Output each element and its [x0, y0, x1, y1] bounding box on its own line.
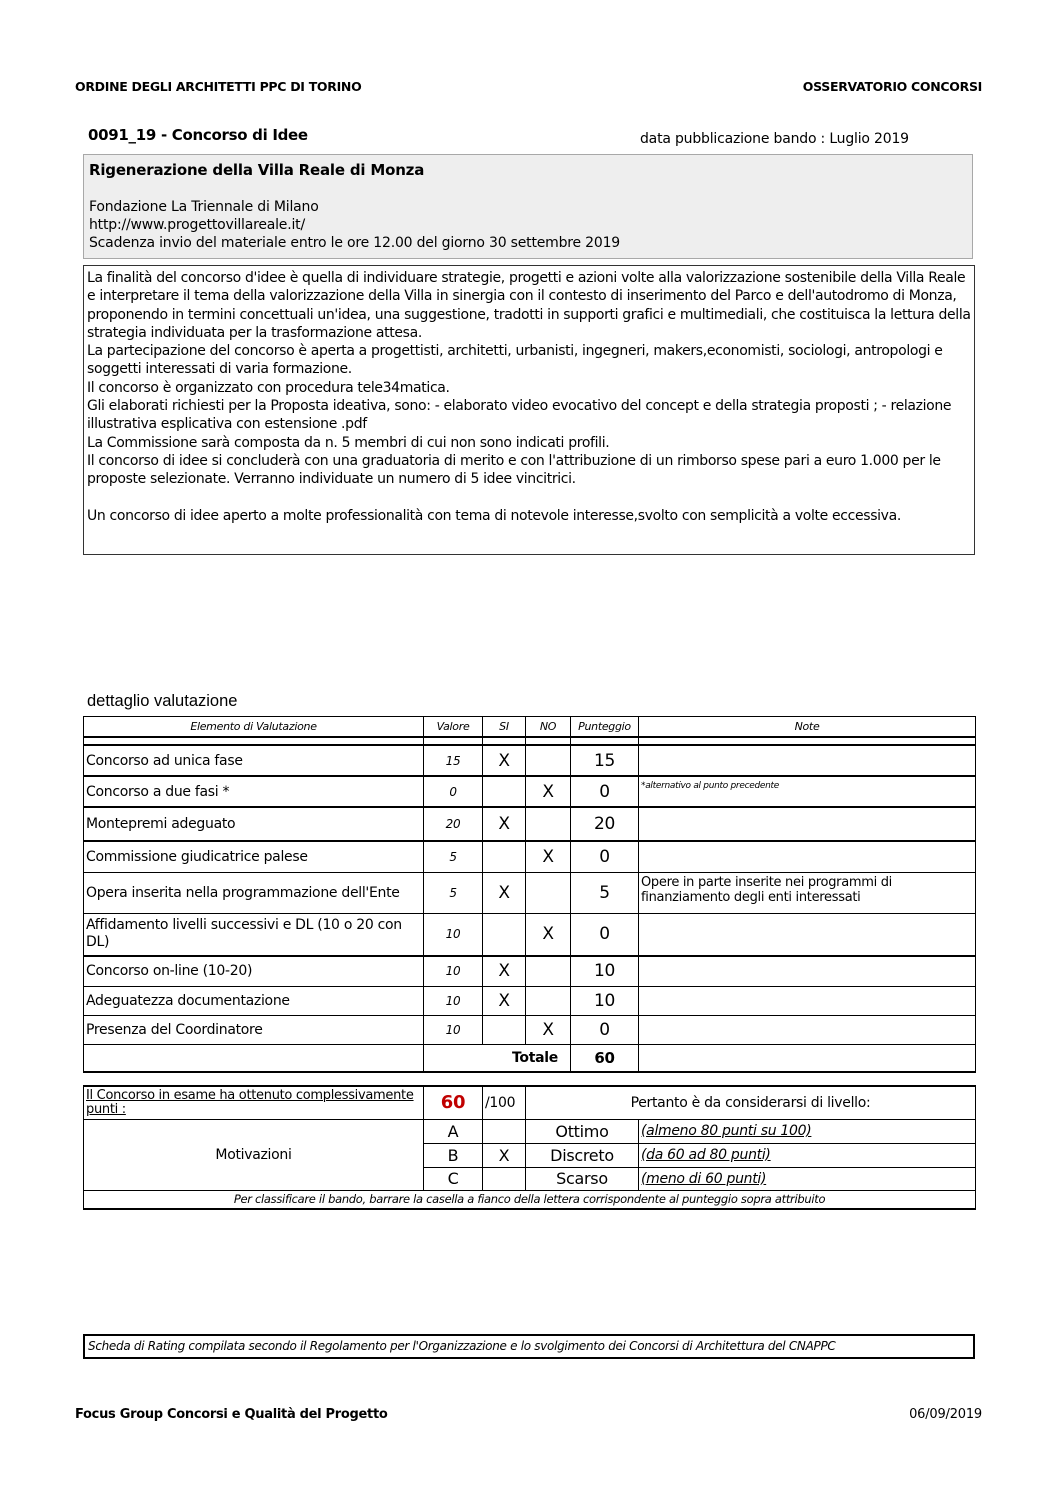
row-value: 10 [424, 913, 483, 956]
row-element: Commissione giudicatrice palese [84, 841, 424, 872]
row-si-mark[interactable]: X [483, 807, 526, 841]
row-score: 10 [571, 986, 639, 1015]
row-note [639, 913, 976, 956]
row-note [639, 841, 976, 872]
row-value: 5 [424, 841, 483, 872]
table-row [84, 986, 976, 1015]
rating-note: Scheda di Rating compilata secondo il Regolamento per l'Organizzazione e lo svolgimento dei Concorsi di Architettura del CNAPPC [83, 1334, 975, 1359]
total-label: Totale [424, 1044, 571, 1072]
row-no-mark[interactable] [526, 986, 571, 1015]
competition-url[interactable]: http://www.progettovillareale.it/ [89, 217, 305, 233]
competition-info-box [83, 154, 973, 259]
level-name-c: Scarso [526, 1167, 639, 1190]
table-row [84, 1015, 976, 1044]
level-letter-a: A [424, 1119, 483, 1143]
row-value: 5 [424, 872, 483, 913]
level-name-a: Ottimo [526, 1119, 639, 1143]
row-si-mark[interactable]: X [483, 986, 526, 1015]
total-value: 60 [571, 1044, 639, 1072]
row-note: Opere in parte inserite nei programmi di finanziamento degli enti interessati [639, 872, 976, 913]
row-element: Presenza del Coordinatore [84, 1015, 424, 1044]
row-si-mark[interactable] [483, 841, 526, 872]
level-range-a: (almeno 80 punti su 100) [639, 1119, 976, 1143]
row-note [639, 807, 976, 841]
row-score: 0 [571, 841, 639, 872]
spacer-row [84, 737, 976, 745]
classification-instruction: Per classificare il bando, barrare la casella a fianco della lettera corrispondente al punteggio sopra attribuito [84, 1190, 976, 1209]
description-paragraph: La partecipazione del concorso è aperta a progettisti, architetti, urbanisti, ingegneri, makers,economisti, sociologi, antropologi e soggetti interessati di varia formazione. [87, 343, 943, 378]
row-score: 10 [571, 956, 639, 986]
row-no-mark[interactable]: X [526, 841, 571, 872]
row-score: 20 [571, 807, 639, 841]
table-row [84, 872, 976, 913]
row-no-mark[interactable] [526, 807, 571, 841]
row-value: 15 [424, 745, 483, 776]
row-si-mark[interactable]: X [483, 956, 526, 986]
points-value: 60 [424, 1086, 483, 1119]
header-observatory: OSSERVATORIO CONCORSI [802, 79, 982, 94]
column-header-value: Valore [424, 717, 483, 738]
level-range-b: (da 60 ad 80 punti) [639, 1143, 976, 1167]
table-row [84, 776, 976, 807]
row-note [639, 956, 976, 986]
column-header-note: Note [639, 717, 976, 738]
row-score: 0 [571, 776, 639, 807]
points-out-of: /100 [483, 1086, 526, 1119]
table-row [84, 745, 976, 776]
table-row [84, 913, 976, 956]
row-no-mark[interactable] [526, 956, 571, 986]
publication-date: data pubblicazione bando : Luglio 2019 [640, 131, 909, 147]
row-value: 10 [424, 1015, 483, 1044]
organizer: Fondazione La Triennale di Milano [89, 199, 319, 215]
row-score: 0 [571, 1015, 639, 1044]
row-note: *alternativo al punto precedente [639, 776, 976, 807]
level-range-c: (meno di 60 punti) [639, 1167, 976, 1190]
row-element: Concorso a due fasi * [84, 776, 424, 807]
row-note [639, 986, 976, 1015]
footer-group: Focus Group Concorsi e Qualità del Progetto [75, 1407, 388, 1422]
row-value: 10 [424, 986, 483, 1015]
row-no-mark[interactable]: X [526, 913, 571, 956]
row-element: Adeguatezza documentazione [84, 986, 424, 1015]
row-element: Affidamento livelli successivi e DL (10 o 20 con DL) [84, 913, 424, 956]
motivazioni-label: Motivazioni [84, 1119, 424, 1190]
deadline: Scadenza invio del materiale entro le ore 12.00 del giorno 30 settembre 2019 [89, 235, 621, 251]
row-si-mark[interactable]: X [483, 872, 526, 913]
evaluation-table [83, 716, 976, 1073]
row-value: 10 [424, 956, 483, 986]
level-letter-b: B [424, 1143, 483, 1167]
row-no-mark[interactable]: X [526, 1015, 571, 1044]
level-text: Pertanto è da considerarsi di livello: [526, 1086, 976, 1119]
row-si-mark[interactable] [483, 1015, 526, 1044]
level-letter-c: C [424, 1167, 483, 1190]
level-mark-a[interactable] [483, 1119, 526, 1143]
row-element: Opera inserita nella programmazione dell'Ente [84, 872, 424, 913]
row-value: 0 [424, 776, 483, 807]
summary-table [83, 1085, 976, 1210]
total-row [84, 1044, 976, 1072]
column-header-si: SI [483, 717, 526, 738]
row-element: Montepremi adeguato [84, 807, 424, 841]
description-paragraph: La Commissione sarà composta da n. 5 membri di cui non sono indicati profili. [87, 434, 610, 451]
level-name-b: Discreto [526, 1143, 639, 1167]
header-organization: ORDINE DEGLI ARCHITETTI PPC DI TORINO [75, 79, 362, 94]
description-paragraph: Gli elaborati richiesti per la Proposta ideativa, sono: - elaborato video evocativo del concept e della strategia proposti ; - relazione illustrativa esplicativa con estensione .pdf [87, 398, 952, 433]
row-element: Concorso on-line (10-20) [84, 956, 424, 986]
row-value: 20 [424, 807, 483, 841]
row-note [639, 745, 976, 776]
row-score: 15 [571, 745, 639, 776]
row-si-mark[interactable] [483, 776, 526, 807]
table-row [84, 807, 976, 841]
description-paragraph: Il concorso è organizzato con procedura tele34matica. [87, 379, 450, 396]
competition-name: Rigenerazione della Villa Reale di Monza [89, 161, 425, 179]
level-mark-c[interactable] [483, 1167, 526, 1190]
row-si-mark[interactable]: X [483, 745, 526, 776]
row-no-mark[interactable]: X [526, 776, 571, 807]
row-score: 5 [571, 872, 639, 913]
row-element: Concorso ad unica fase [84, 745, 424, 776]
row-note [639, 1015, 976, 1044]
footer-date: 06/09/2019 [909, 1407, 982, 1422]
table-row [84, 956, 976, 986]
description-paragraph: La finalità del concorso d'idee è quella di individuare strategie, progetti e azioni volte alla valorizzazione sostenibile della Villa Reale e interpretare il tema della valorizzazione della Villa in sinergia con il contesto di inserimento del Parco e dell'autodromo di Monza, proponendo in termini concettuali un'idea, una suggestione, tradotti in supporti grafici e multimediali, che costituisca la lettura della strategia individuata per la trasformazione attesa. [87, 270, 971, 341]
row-no-mark[interactable] [526, 745, 571, 776]
description-paragraph: Il concorso di idee si concluderà con una graduatoria di merito e con l'attribuzione di un rimborso spese pari a euro 1.000 per le proposte selezionate. Verranno individuate un numero di 5 idee vincitrici. [87, 452, 941, 488]
column-header-score: Punteggio [571, 717, 639, 738]
column-header-element: Elemento di Valutazione [84, 717, 424, 738]
row-score: 0 [571, 913, 639, 956]
row-si-mark[interactable] [483, 913, 526, 956]
description-box [83, 265, 975, 555]
table-row [84, 841, 976, 872]
evaluation-section-title: dettaglio valutazione [87, 692, 238, 710]
description-comment: Un concorso di idee aperto a molte professionalità con tema di notevole interesse,svolto con semplicità a volte eccessiva. [87, 507, 901, 524]
points-label: Il Concorso in esame ha ottenuto complessivamente punti : [84, 1086, 424, 1119]
level-mark-b[interactable]: X [483, 1143, 526, 1167]
competition-code-title: 0091_19 - Concorso di Idee [88, 126, 308, 144]
column-header-no: NO [526, 717, 571, 738]
row-no-mark[interactable] [526, 872, 571, 913]
